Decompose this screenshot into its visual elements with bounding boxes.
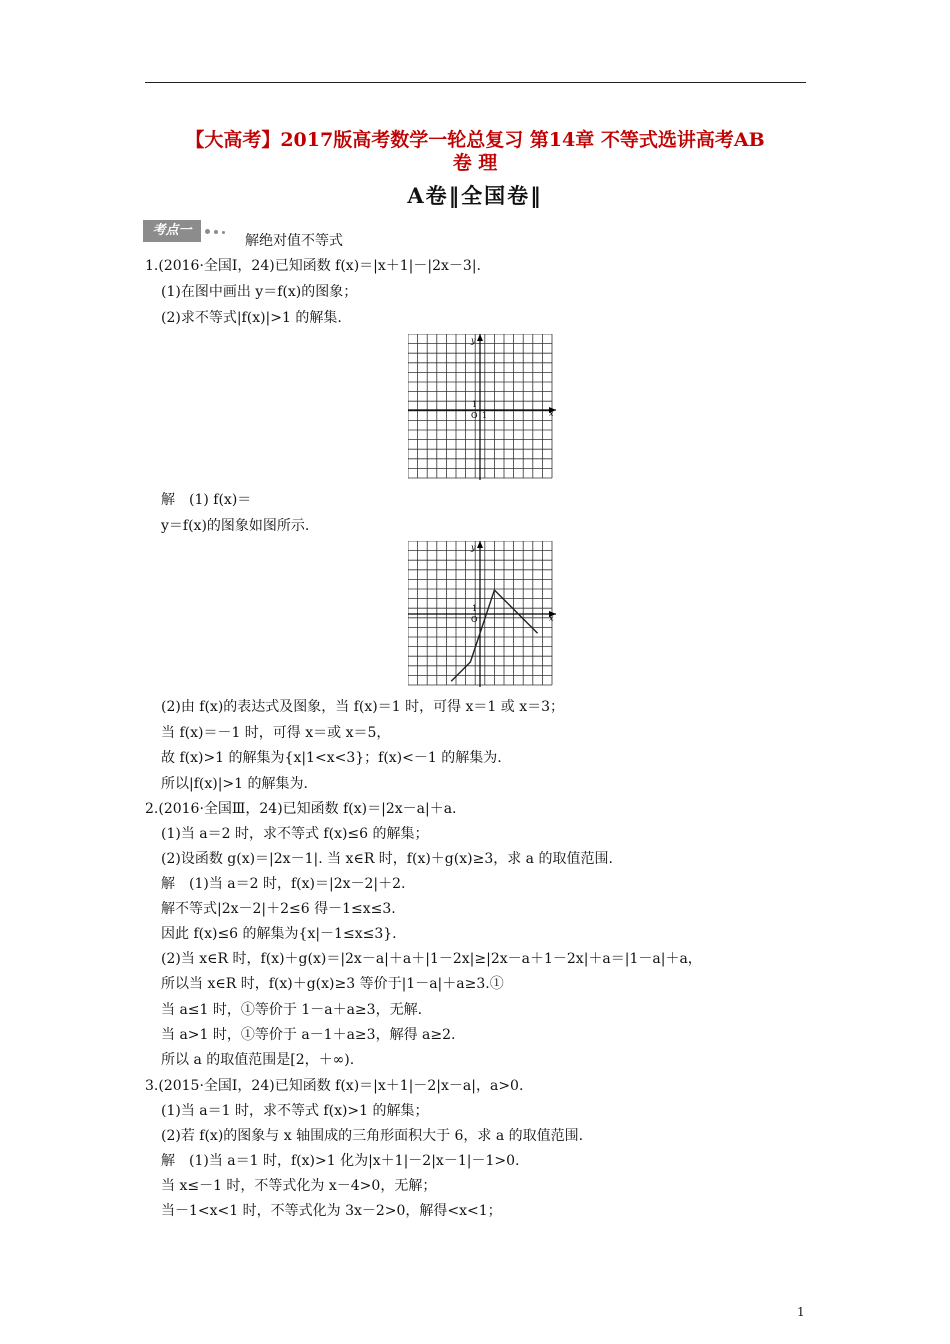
- y-axis-arrow-icon: [477, 541, 483, 548]
- problem-2-statement: 2.(2016·全国Ⅲ，24)已知函数 f(x)＝|2x－a|＋a.: [145, 801, 457, 817]
- badge-dot-icon: [222, 231, 225, 234]
- top-rule: [145, 82, 806, 83]
- solution-2-line6: 当 a≤1 时，①等价于 1－a＋a≥3，无解.: [161, 1002, 423, 1018]
- solution-1-part2-line2: 当 f(x)＝－1 时，可得 x＝或 x＝5，: [161, 725, 391, 741]
- section-label: 解绝对值不等式: [245, 233, 343, 249]
- y-axis-label: y: [471, 543, 476, 552]
- solution-3-line2: 当 x≤－1 时，不等式化为 x－4>0，无解；: [161, 1178, 437, 1194]
- x-axis-label: x: [549, 409, 554, 418]
- solution-2-line1: 解 (1)当 a＝2 时，f(x)＝|2x－2|＋2.: [161, 876, 406, 892]
- y-axis-arrow-icon: [477, 334, 483, 341]
- solution-2-line8: 所以 a 的取值范围是[2，＋∞).: [161, 1052, 355, 1068]
- y-axis-label: y: [471, 336, 476, 345]
- badge-dot-icon: [205, 229, 210, 234]
- problem-1-statement: 1.(2016·全国Ⅰ，24)已知函数 f(x)＝|x＋1|－|2x－3|.: [145, 258, 481, 274]
- origin-label: O: [471, 615, 478, 624]
- solution-2-line2: 解不等式|2x－2|＋2≤6 得－1≤x≤3.: [161, 901, 396, 917]
- document-title-line2: 卷 理: [452, 152, 498, 174]
- origin-label: O: [471, 411, 478, 420]
- kaodian-badge-text: 考点一: [143, 220, 201, 242]
- function-graph: [408, 541, 558, 687]
- solution-3-line1: 解 (1)当 a＝1 时，f(x)>1 化为|x＋1|－2|x－1|－1>0.: [161, 1153, 520, 1169]
- kaodian-badge: [143, 220, 233, 242]
- problem-3-part2: (2)若 f(x)的图象与 x 轴围成的三角形面积大于 6，求 a 的取值范围.: [161, 1128, 584, 1144]
- solution-1-part2-line3: 故 f(x)>1 的解集为{x|1<x<3}；f(x)<－1 的解集为.: [161, 750, 502, 766]
- y-unit-label: 1: [472, 400, 478, 409]
- solution-1-part1: 解 (1) f(x)＝: [161, 492, 252, 508]
- solution-2-line5: 所以当 x∈R 时，f(x)＋g(x)≥3 等价于|1－a|＋a≥3.①: [161, 976, 504, 992]
- x-axis-label: x: [549, 614, 554, 623]
- problem-2-part2: (2)设函数 g(x)＝|2x－1|. 当 x∈R 时，f(x)＋g(x)≥3，求 a 的取值范围.: [161, 851, 613, 867]
- badge-dot-icon: [214, 230, 218, 234]
- document-title-line1: 【大高考】2017版高考数学一轮总复习 第14章 不等式选讲高考AB: [185, 129, 765, 151]
- problem-1-part1: (1)在图中画出 y＝f(x)的图象；: [161, 284, 358, 300]
- section-subtitle: A卷‖全国卷‖: [407, 183, 543, 208]
- solution-1-graph-caption: y＝f(x)的图象如图所示.: [161, 518, 310, 534]
- solution-1-part2-line1: (2)由 f(x)的表达式及图象，当 f(x)＝1 时，可得 x＝1 或 x＝3；: [161, 699, 565, 715]
- x-unit-label: 1: [482, 411, 488, 420]
- problem-1-part2: (2)求不等式|f(x)|>1 的解集.: [161, 310, 342, 326]
- solution-2-line7: 当 a>1 时，①等价于 a－1＋a≥3，解得 a≥2.: [161, 1027, 456, 1043]
- problem-3-part1: (1)当 a＝1 时，求不等式 f(x)>1 的解集；: [161, 1103, 429, 1119]
- page-number: 1: [797, 1305, 805, 1319]
- problem-3-statement: 3.(2015·全国Ⅰ，24)已知函数 f(x)＝|x＋1|－2|x－a|，a>0.: [145, 1078, 524, 1094]
- solution-1-part2-line4: 所以|f(x)|>1 的解集为.: [161, 776, 308, 792]
- problem-2-part1: (1)当 a＝2 时，求不等式 f(x)≤6 的解集；: [161, 826, 429, 842]
- empty-coordinate-grid: [408, 334, 558, 480]
- solution-2-line3: 因此 f(x)≤6 的解集为{x|－1≤x≤3}.: [161, 926, 397, 942]
- solution-2-line4: (2)当 x∈R 时，f(x)＋g(x)＝|2x－a|＋a＋|1－2x|≥|2x－a＋1－2x|＋a＝|1－a|＋a，: [161, 951, 702, 967]
- y-unit-label: 1: [472, 604, 478, 613]
- solution-3-line3: 当－1<x<1 时，不等式化为 3x－2>0，解得<x<1；: [161, 1203, 502, 1219]
